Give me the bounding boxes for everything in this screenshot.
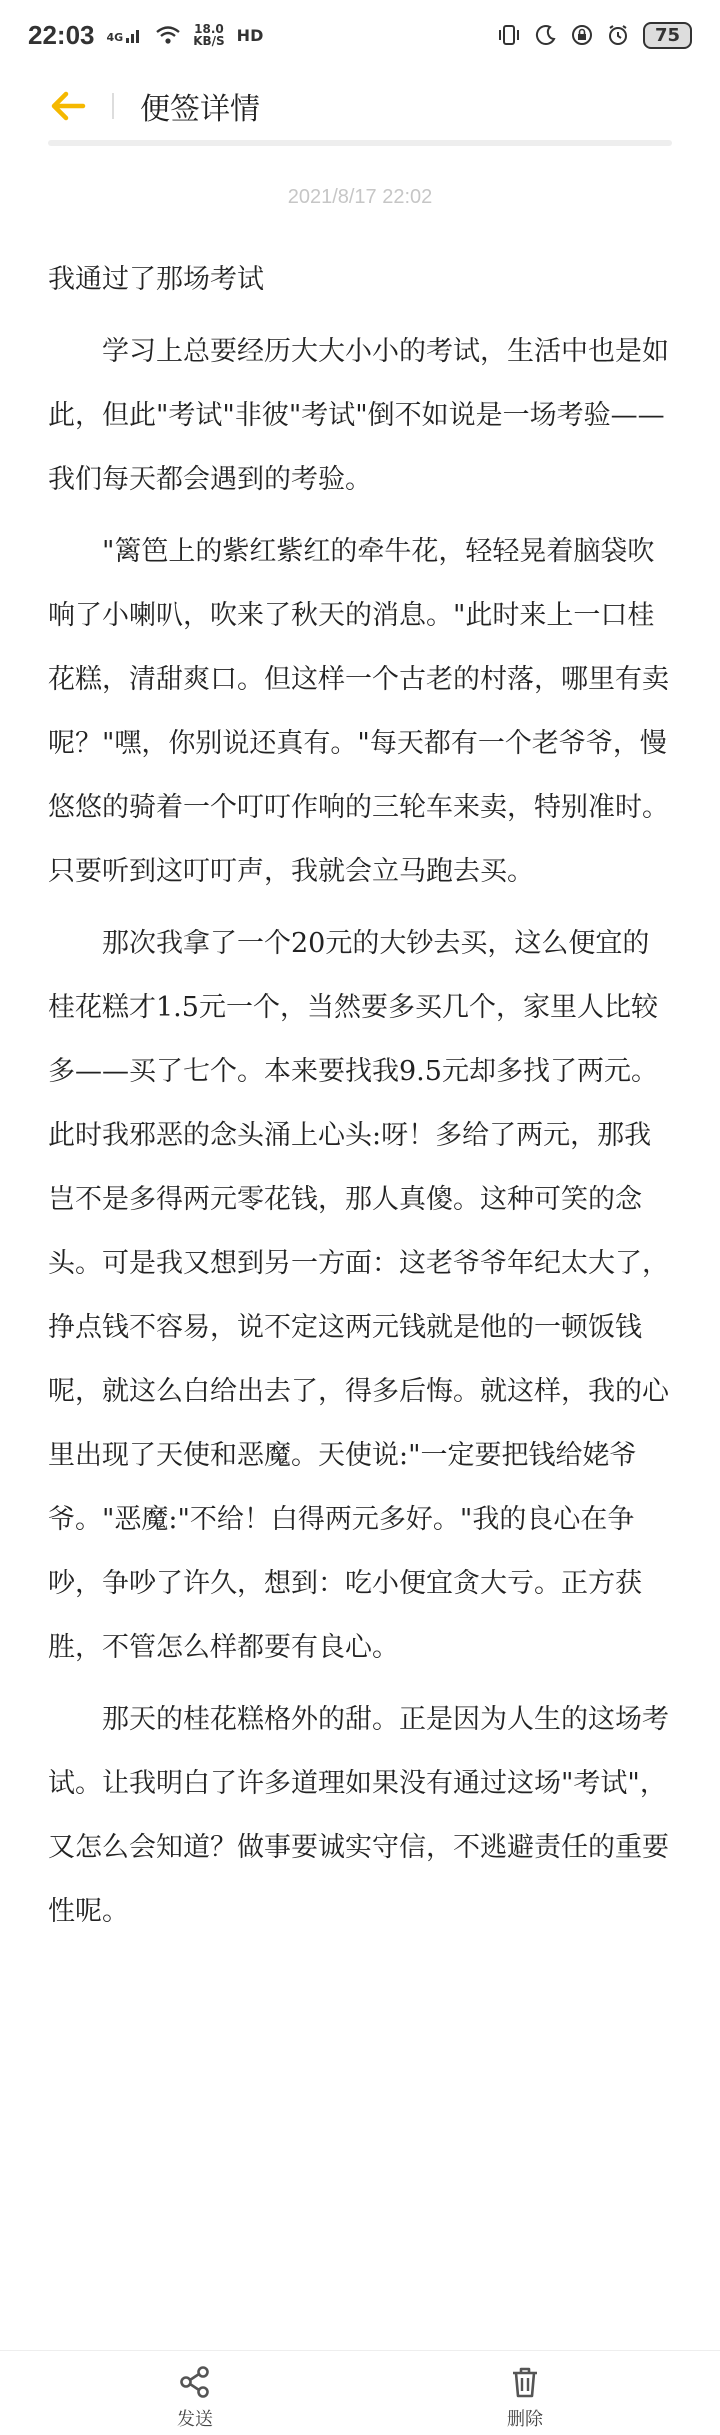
note-paragraph: 那次我拿了一个20元的大钞去买，这么便宜的桂花糕才1.5元一个，当然要多买几个，家里人比较多——买了七个。本来要找我9.5元却多找了两元。此时我邪恶的念头涌上心头:呀！多给了两元，那我岂不是多得两元零花钱，那人真傻。这种可笑的念头。可是我又想到另一方面：这老爷爷年纪太大了，挣点钱不容易，说不定这两元钱就是他的一顿饭钱呢，就这么白给出去了，得多后悔。就这样，我的心里出现了天使和恶魔。天使说:"一定要把钱给姥爷爷。"恶魔:"不给！白得两元多好。"我的良心在争吵，争吵了许久，想到：吃小便宜贪大亏。正方获胜，不管怎么样都要有良心。 xyxy=(48,928,669,1663)
net-speed xyxy=(193,23,224,47)
send-button[interactable] xyxy=(135,2365,255,2431)
title-bar xyxy=(0,70,720,142)
note-paragraph: 那天的桂花糕格外的甜。正是因为人生的这场考试。让我明白了许多道理如果没有通过这场"考试"，又怎么会知道？做事要诚实守信，不逃避责任的重要性呢。 xyxy=(48,1704,669,1927)
status-bar xyxy=(0,0,720,70)
hd-label: HD xyxy=(236,25,264,45)
do-not-disturb-moon-icon xyxy=(535,24,557,46)
status-right xyxy=(497,22,692,49)
note-paragraph: "篱笆上的紫红紫红的牵牛花，轻轻晃着脑袋吹响了小喇叭，吹来了秋天的消息。"此时来上一口桂花糕，清甜爽口。但这样一个古老的村落，哪里有卖呢？"嘿，你别说还真有。"每天都有一个老爷爷，慢悠悠的骑着一个叮叮作响的三轮车来卖，特别准时。只要听到这叮叮声，我就会立马跑去买。 xyxy=(48,536,669,887)
note-content[interactable] xyxy=(48,248,672,1952)
signal-label: 4G xyxy=(106,31,124,44)
note-heading: 我通过了那场考试 xyxy=(48,264,264,295)
header-divider xyxy=(48,140,672,146)
wifi-icon xyxy=(155,25,181,45)
share-icon xyxy=(178,2365,212,2399)
trash-icon xyxy=(508,2365,542,2399)
note-paragraph: 学习上总要经历大大小小的考试，生活中也是如此，但此"考试"非彼"考试"倒不如说是一场考验——我们每天都会遇到的考验。 xyxy=(48,336,669,495)
status-time: 22:03 xyxy=(28,19,95,50)
page-title: 便签详情 xyxy=(140,92,260,127)
signal-icon xyxy=(125,26,143,44)
vibrate-icon xyxy=(497,24,521,46)
lock-rotation-icon xyxy=(571,24,593,46)
alarm-icon xyxy=(607,24,629,46)
note-timestamp: 2021/8/17 22:02 xyxy=(287,186,433,208)
back-button[interactable] xyxy=(48,86,88,126)
net-speed-unit: KB/S xyxy=(193,34,225,48)
signal-indicator xyxy=(107,26,144,44)
send-label: 发送 xyxy=(177,2409,213,2430)
battery-indicator: 75 xyxy=(643,22,692,49)
delete-button[interactable] xyxy=(465,2365,585,2431)
net-speed-value: 18.0 xyxy=(194,22,224,36)
status-left xyxy=(28,20,263,51)
bottom-action-bar xyxy=(0,2350,720,2435)
title-divider xyxy=(112,93,114,119)
delete-label: 删除 xyxy=(507,2409,543,2430)
arrow-left-icon xyxy=(50,91,86,121)
